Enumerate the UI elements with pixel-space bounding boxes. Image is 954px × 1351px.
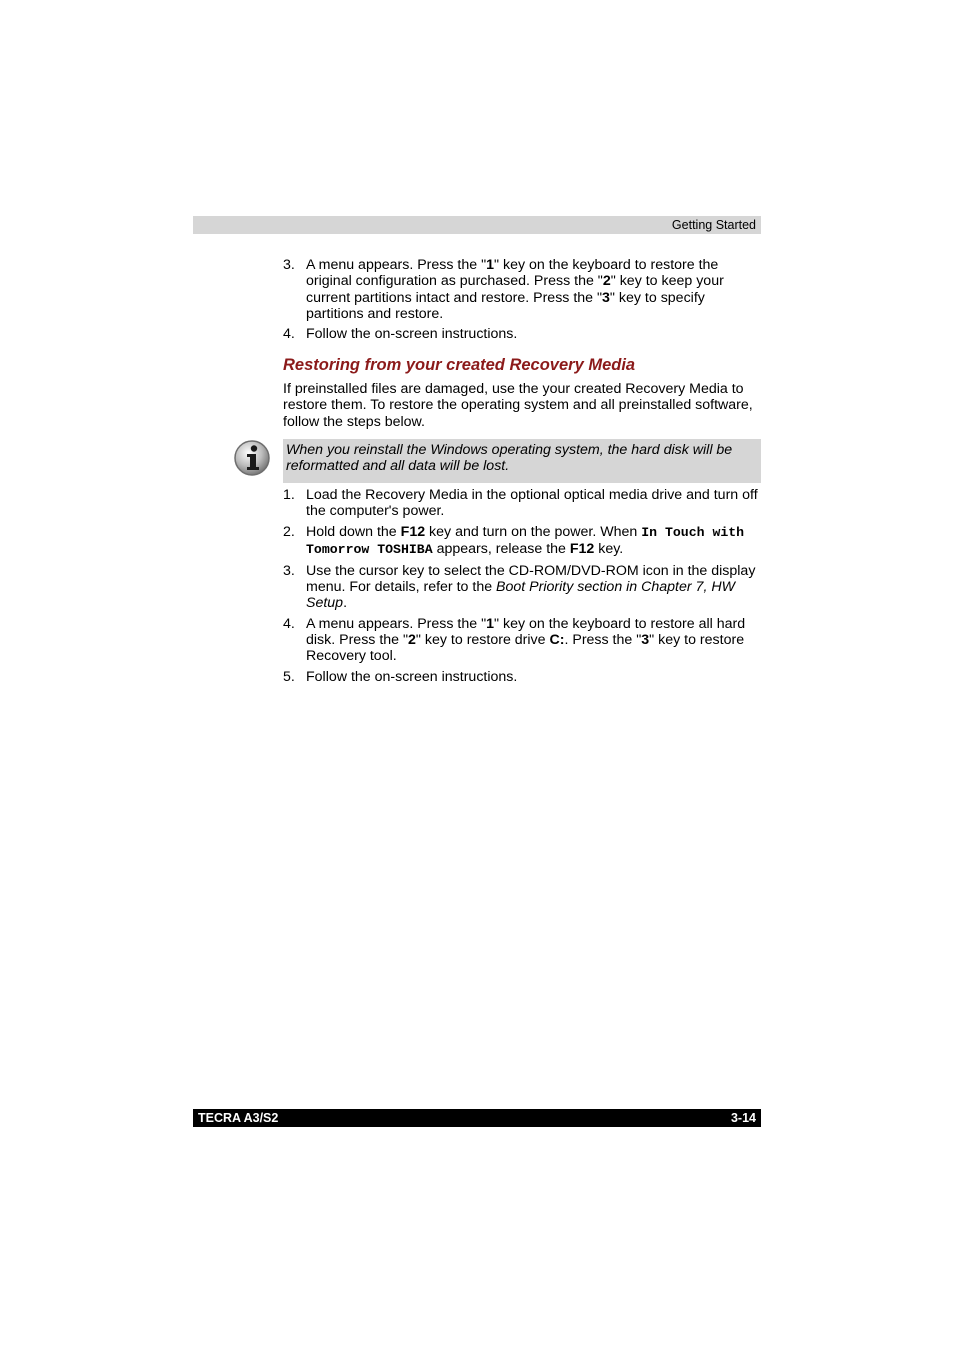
section-heading: Restoring from your created Recovery Media [283,356,636,374]
list-item-text: " key to restore Recovery tool. [306,631,745,665]
page-footer-bar [193,1109,761,1127]
list-item-text: " key to restore drive [415,631,550,648]
list-item [283,487,761,520]
list-item-text: Follow the on-screen instructions. [306,668,518,685]
list-item-text: 1 [486,615,495,632]
list-item-text: F12 [400,523,426,540]
list-item [283,616,761,665]
list-item-number: 4. [283,615,295,632]
list-item-text: 3 [602,289,610,306]
list-item-text: 1 [486,257,495,273]
page-header-bar [193,216,761,234]
list-item-text: Hold down the [306,523,401,540]
list-item [283,563,761,612]
list-item-text: Use the cursor key to select the CD-ROM/DVD-ROM icon in the display menu. For details, refer to the [306,562,756,595]
list-item [283,257,761,322]
list-item-text: 2 [602,273,611,290]
list-item-text: " key on the keyboard to restore the original configuration as purchased. Press the " [306,257,719,290]
list-item-number: 5. [283,668,295,685]
list-item-text: In Touch with Tomorrow TOSHIBA [306,524,745,558]
list-item-number: 1. [283,487,295,503]
list-item-text: Load the Recovery Media in the optional optical media drive and turn off the computer's power. [306,487,758,520]
list-item-text: F12 [569,541,595,558]
list-item-number: 3. [283,257,295,273]
list-item [283,524,761,559]
info-icon [233,439,271,477]
list-item [283,669,761,685]
list-item-number: 2. [283,523,295,540]
instruction-list-steps [283,487,761,689]
note-box [283,439,761,483]
intro-paragraph: If preinstalled files are damaged, use the your created Recovery Media to restore them. To restore the operating system and all preinstalled software, follow the steps below. [283,381,753,430]
list-item-number: 4. [283,326,295,343]
footer-page-number: 3-14 [730,1111,756,1125]
list-item-text: Boot Priority section in Chapter 7, HW Setup [306,578,735,612]
list-item-text: A menu appears. Press the " [306,257,487,273]
list-item-text: Follow the on-screen instructions. [306,326,518,343]
list-item-text: C: [549,631,565,648]
list-item-text: " key to specify partitions and restore. [306,289,705,322]
list-item-text: " key to keep your current partitions intact and restore. Press the " [306,273,724,306]
list-item-text: A menu appears. Press the " [306,615,487,632]
list-item-number: 3. [283,562,295,579]
list-item-text: key and turn on the power. When [425,523,642,540]
list-item-text: 2 [408,631,416,648]
header-section-title: Getting Started [671,218,756,232]
note-text: When you reinstall the Windows operating system, the hard disk will be reformatted and all data will be lost. [286,442,733,475]
list-item-text: 3 [641,631,650,648]
list-item [283,326,761,342]
list-item-text: key. [594,541,624,558]
footer-model-name: TECRA A3/S2 [198,1111,279,1125]
list-item-text: " key on the keyboard to restore all hard disk. Press the " [306,615,746,648]
list-item-text: appears, release the [432,541,570,558]
instruction-list-top [283,257,761,347]
list-item-text: . Press the " [564,631,642,648]
list-item-text: . [343,595,348,612]
